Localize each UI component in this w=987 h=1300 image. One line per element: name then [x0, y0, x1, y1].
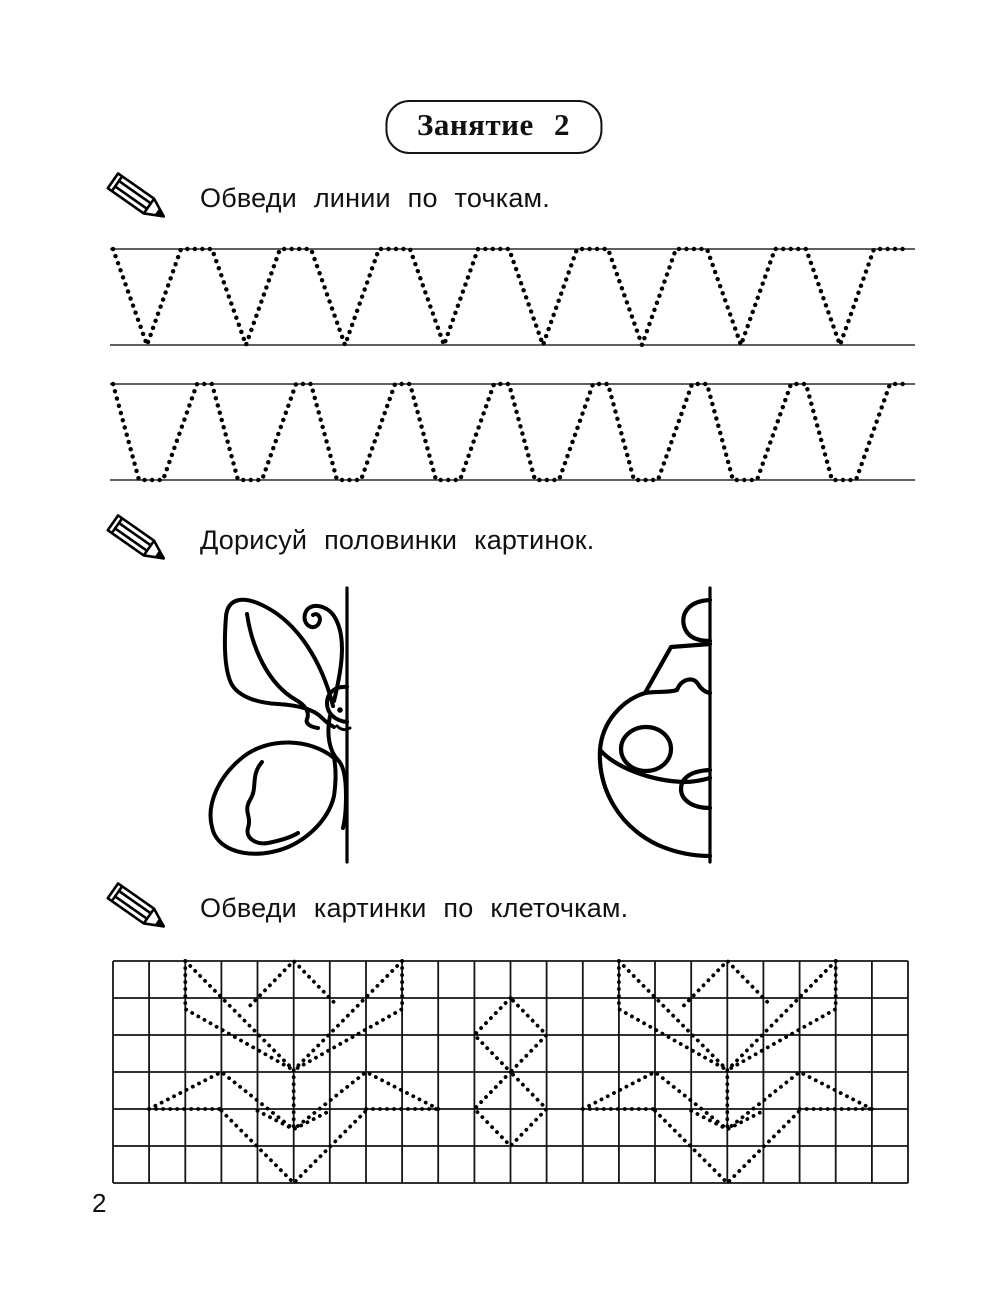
- dotted-trapezoid-zigzag: [113, 384, 905, 480]
- upper-wing-inner-line: [247, 614, 318, 728]
- task-instruction: Обведи картинки по клеточкам.: [200, 893, 629, 923]
- ladybug-left-half: [600, 588, 710, 862]
- task-instruction: Дорисуй половинки картинок.: [200, 525, 595, 555]
- spot: [621, 727, 671, 771]
- task-instruction: Обведи линии по точкам.: [200, 183, 550, 213]
- dotted-v-zigzag: [113, 249, 905, 345]
- butterfly-left-half: [211, 588, 350, 862]
- lower-wing-inner-line: [247, 762, 298, 843]
- trace-row-v-zigzag: [110, 249, 915, 345]
- head: [683, 600, 710, 641]
- eye: [337, 707, 343, 713]
- pronotum-bottom-edge: [645, 679, 710, 693]
- page-number: 2: [92, 1188, 107, 1218]
- upper-wing: [225, 600, 334, 727]
- wing-split-line: [600, 750, 710, 782]
- lower-wing: [211, 742, 336, 853]
- half-spot: [681, 770, 710, 808]
- trace-row-trapezoid-zigzag: [110, 384, 915, 480]
- lesson-title: Занятие 2: [416, 107, 571, 142]
